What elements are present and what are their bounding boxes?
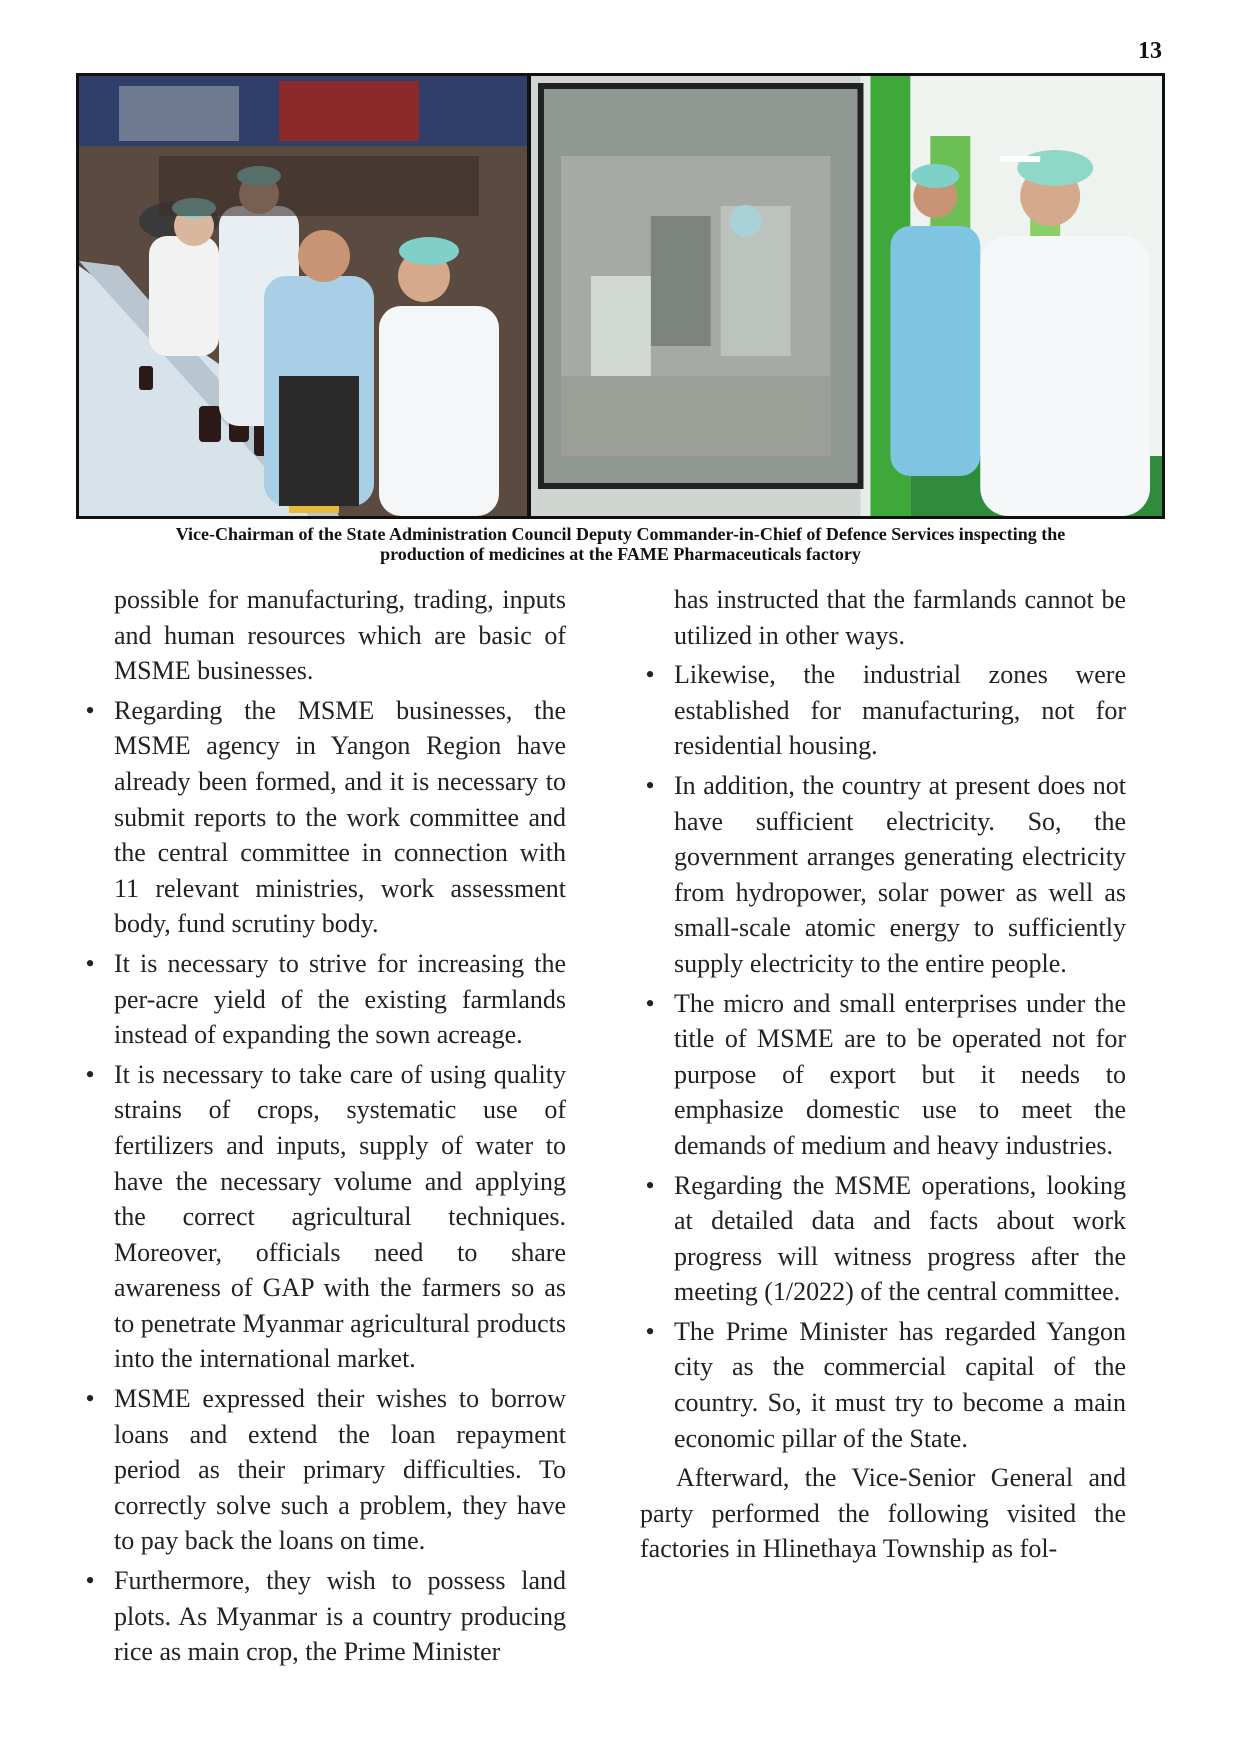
list-item (640, 768, 1126, 982)
bullet-icon: • (645, 1316, 655, 1346)
right-column (640, 582, 1126, 1571)
list-item (80, 946, 566, 1053)
list-item-text: Likewise, the industrial zones were established for manufacturing, not for residential housing. (674, 660, 1126, 761)
list-item (640, 657, 1126, 764)
bullet-icon: • (85, 1566, 95, 1596)
caption-line-2: production of medicines at the FAME Pharmaceuticals factory (380, 544, 861, 564)
photo-caption (76, 524, 1165, 564)
list-item-text: It is necessary to strive for increasing the per-acre yield of the existing farmlands instead of expanding the sown acreage. (114, 948, 566, 1050)
bullet-icon: • (85, 948, 95, 978)
list-item-text: It is necessary to take care of using quality strains of crops, systematic use of fertilizers and inputs, supply of water to have the necessary volume and applying the correct agricultural techniques. Moreover, officials need to share awareness of GAP with the farmers so as to penetrate Myanmar agricultural products into the international market. (114, 1059, 566, 1374)
list-item-text: The Prime Minister has regarded Yangon city as the commercial capital of the country. So, it must try to become a main economic pillar of the State. (674, 1316, 1126, 1453)
left-column (80, 582, 566, 1674)
page-number: 13 (1138, 38, 1162, 64)
bullet-list (640, 657, 1126, 1456)
list-item-text: The micro and small enterprises under the title of MSME are to be operated not for purpose of export but it needs to emphasize domestic use to meet the demands of medium and heavy industries. (674, 988, 1126, 1160)
list-item (80, 693, 566, 942)
list-item (640, 1168, 1126, 1310)
list-item (640, 1314, 1126, 1456)
bullet-icon: • (85, 695, 95, 725)
bullet-list (80, 693, 566, 1670)
list-item-text: Regarding the MSME operations, looking at detailed data and facts about work progress will witness progress after the meeting (1/2022) of the central committee. (674, 1170, 1126, 1307)
bullet-icon: • (645, 1170, 655, 1200)
list-item-text: In addition, the country at present does not have sufficient electricity. So, the government arranges generating electricity from hydropower, solar power as well as small-scale atomic energy to sufficiently supply electricity to the entire people. (674, 770, 1126, 978)
list-item-text: MSME expressed their wishes to borrow loans and extend the loan repayment period as their primary difficulties. To correctly solve such a problem, they have to pay back the loans on time. (114, 1384, 566, 1556)
paragraph-continuation: possible for manufacturing, trading, inputs and human resources which are basic of MSME businesses. (114, 585, 566, 686)
list-item (80, 1381, 566, 1559)
bullet-icon: • (85, 1384, 95, 1414)
paragraph-continuation: has instructed that the farmlands cannot be utilized in other ways. (674, 585, 1126, 650)
list-item (80, 1057, 566, 1377)
photo-factory-corridor-icon (531, 76, 1162, 516)
photo-inspection-table-icon (79, 76, 531, 516)
list-item (80, 1563, 566, 1670)
closing-paragraph: Afterward, the Vice-Senior General and party performed the following visited the factories in Hlinethaya Township as fol- (640, 1463, 1126, 1564)
bullet-icon: • (645, 660, 655, 690)
caption-line-1: Vice-Chairman of the State Administration Council Deputy Commander-in-Chief of Defence Services inspecting the (175, 524, 1066, 544)
list-item-text: Regarding the MSME businesses, the MSME agency in Yangon Region have already been formed, and it is necessary to submit reports to the work committee and the central committee in connection with 11 relevant ministries, work assessment body, fund scrutiny body. (114, 695, 566, 939)
bullet-icon: • (645, 988, 655, 1018)
list-item-text: Furthermore, they wish to possess land plots. As Myanmar is a country producing rice as main crop, the Prime Minister (114, 1566, 566, 1667)
bullet-icon: • (645, 770, 655, 800)
photo-strip (76, 73, 1165, 519)
bullet-icon: • (85, 1059, 95, 1089)
list-item (640, 986, 1126, 1164)
